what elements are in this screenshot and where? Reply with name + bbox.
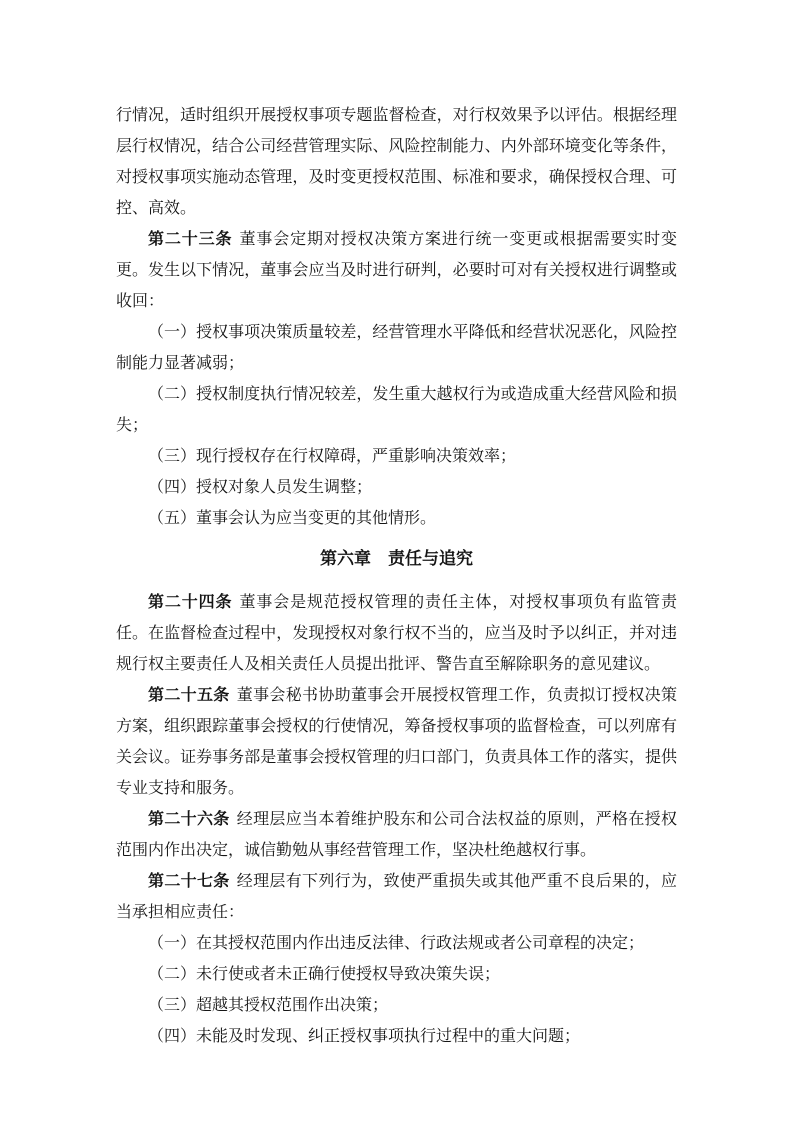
article-26-paragraph <box>116 803 677 865</box>
chapter-6-heading <box>116 544 677 575</box>
clause-item-2 <box>116 378 677 440</box>
paragraph-text: （一）在其授权范围内作出违反法律、行政法规或者公司章程的决定； <box>148 933 645 952</box>
clause-item-5 <box>116 502 677 533</box>
clause-item-3b <box>116 989 677 1020</box>
paragraph-text: 经理层有下列行为，致使严重损失或其他严重不良后果的，应当承担相应责任： <box>116 871 677 921</box>
paragraph-text: （四）授权对象人员发生调整； <box>148 477 373 496</box>
paragraph-text: 经理层应当本着维护股东和公司合法权益的原则，严格在授权范围内作出决定，诚信勤勉从事经营管理工作，坚决杜绝越权行事。 <box>116 809 677 859</box>
article-24-number: 第二十四条 <box>148 592 233 611</box>
article-23-paragraph <box>116 223 677 316</box>
paragraph-text: （五）董事会认为应当变更的其他情形。 <box>148 508 437 527</box>
article-26-number: 第二十六条 <box>148 809 230 828</box>
paragraph-continuation <box>116 99 677 223</box>
clause-item-3 <box>116 440 677 471</box>
clause-item-1b <box>116 927 677 958</box>
paragraph-text: 行情况，适时组织开展授权事项专题监督检查，对行权效果予以评估。根据经理层行权情况，结合公司经营管理实际、风险控制能力、内外部环境变化等条件，对授权事项实施动态管理，及时变更授权范围、标准和要求，确保授权合理、可控、高效。 <box>116 105 677 217</box>
article-27-number: 第二十七条 <box>148 871 230 890</box>
clause-item-1 <box>116 316 677 378</box>
clause-item-4b <box>116 1020 677 1051</box>
clause-item-4 <box>116 471 677 502</box>
paragraph-text: （一）授权事项决策质量较差，经营管理水平降低和经营状况恶化，风险控制能力显著减弱； <box>116 322 677 372</box>
paragraph-text: （二）未行使或者未正确行使授权导致决策失误； <box>148 964 501 983</box>
chapter-heading-text: 第六章 责任与追究 <box>320 549 473 569</box>
paragraph-text: （四）未能及时发现、纠正授权事项执行过程中的重大问题； <box>148 1026 581 1045</box>
article-24-paragraph <box>116 586 677 679</box>
article-27-paragraph <box>116 865 677 927</box>
paragraph-text: （三）现行授权存在行权障碍，严重影响决策效率； <box>148 446 517 465</box>
paragraph-text: 董事会定期对授权决策方案进行统一变更或根据需要实时变更。发生以下情况，董事会应当及时进行研判，必要时可对有关授权进行调整或收回： <box>116 229 677 310</box>
article-25-paragraph <box>116 679 677 803</box>
article-23-number: 第二十三条 <box>148 229 233 248</box>
clause-item-2b <box>116 958 677 989</box>
article-25-number: 第二十五条 <box>148 685 230 704</box>
paragraph-text: （三）超越其授权范围作出决策； <box>148 995 389 1014</box>
paragraph-text: 董事会是规范授权管理的责任主体，对授权事项负有监管责任。在监督检查过程中，发现授权对象行权不当的，应当及时予以纠正，并对违规行权主要责任人及相关责任人员提出批评、警告直至解除职务的意见建议。 <box>116 592 677 673</box>
paragraph-text: 董事会秘书协助董事会开展授权管理工作，负责拟订授权决策方案，组织跟踪董事会授权的行使情况，筹备授权事项的监督检查，可以列席有关会议。证券事务部是董事会授权管理的归口部门，负责具体工作的落实，提供专业支持和服务。 <box>116 685 677 797</box>
paragraph-text: （二）授权制度执行情况较差，发生重大越权行为或造成重大经营风险和损失； <box>116 384 677 434</box>
